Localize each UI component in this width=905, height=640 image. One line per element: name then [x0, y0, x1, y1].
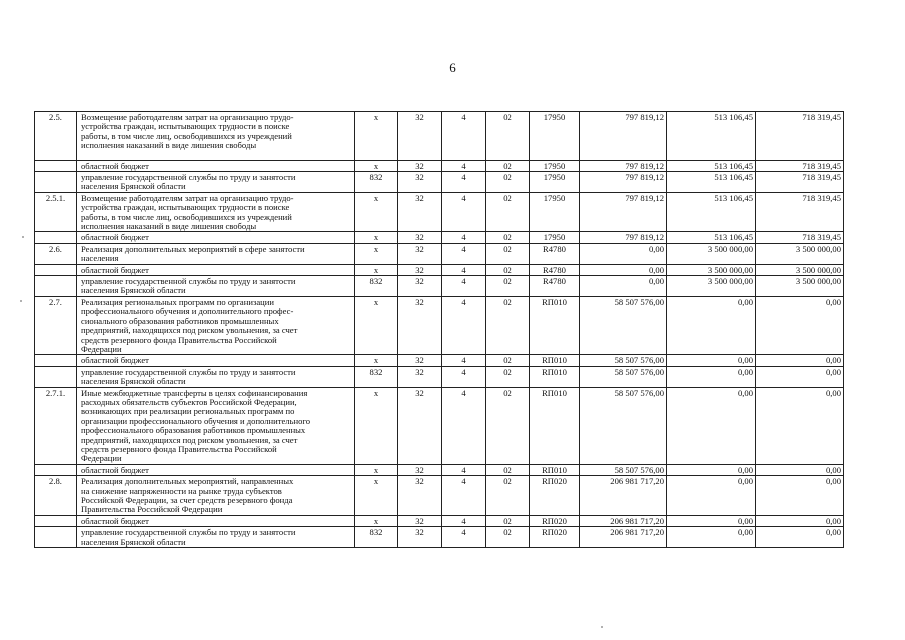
code-subprogram: 4: [442, 160, 486, 171]
code-subprogram: 4: [442, 387, 486, 464]
code-subprogram: 4: [442, 232, 486, 243]
code-direction: 17950: [530, 172, 580, 193]
code-event: 02: [486, 515, 530, 526]
row-number: 2.5.: [35, 112, 77, 161]
row-number: [35, 355, 77, 366]
code-program: 32: [398, 232, 442, 243]
row-number: [35, 264, 77, 275]
table-row: [35, 476, 844, 516]
amount-year-2: 0,00: [667, 387, 756, 464]
code-program: 32: [398, 527, 442, 548]
code-program: 32: [398, 464, 442, 475]
row-name: Реализация дополнительных мероприятий в сфере занятости населения: [77, 243, 355, 264]
amount-year-3: 718 319,45: [756, 232, 844, 243]
code-ministry: x: [355, 296, 398, 354]
code-subprogram: 4: [442, 192, 486, 232]
code-program: 32: [398, 476, 442, 516]
amount-year-2: 513 106,45: [667, 112, 756, 161]
row-name: областной бюджет: [77, 464, 355, 475]
table-row: [35, 355, 844, 366]
amount-year-2: 513 106,45: [667, 160, 756, 171]
code-ministry: x: [355, 387, 398, 464]
budget-table: [34, 111, 844, 548]
amount-year-3: 0,00: [756, 366, 844, 387]
code-direction: RП010: [530, 355, 580, 366]
code-direction: RП020: [530, 515, 580, 526]
code-direction: RП010: [530, 296, 580, 354]
amount-year-2: 0,00: [667, 515, 756, 526]
row-name: управление государственной службы по труду и занятости населения Брянской области: [77, 527, 355, 548]
amount-year-1: 58 507 576,00: [580, 366, 667, 387]
code-event: 02: [486, 243, 530, 264]
code-program: 32: [398, 160, 442, 171]
row-number: [35, 160, 77, 171]
amount-year-3: 0,00: [756, 515, 844, 526]
code-program: 32: [398, 387, 442, 464]
code-subprogram: 4: [442, 243, 486, 264]
code-direction: 17950: [530, 192, 580, 232]
row-number: 2.7.1.: [35, 387, 77, 464]
code-subprogram: 4: [442, 527, 486, 548]
amount-year-1: 58 507 576,00: [580, 296, 667, 354]
amount-year-1: 0,00: [580, 243, 667, 264]
amount-year-2: 0,00: [667, 464, 756, 475]
amount-year-1: 58 507 576,00: [580, 387, 667, 464]
code-event: 02: [486, 366, 530, 387]
table-row: [35, 276, 844, 297]
code-program: 32: [398, 243, 442, 264]
code-event: 02: [486, 355, 530, 366]
code-ministry: x: [355, 264, 398, 275]
amount-year-3: 3 500 000,00: [756, 243, 844, 264]
code-event: 02: [486, 232, 530, 243]
table-row: [35, 515, 844, 526]
amount-year-3: 718 319,45: [756, 192, 844, 232]
amount-year-1: 206 981 717,20: [580, 515, 667, 526]
amount-year-2: 3 500 000,00: [667, 276, 756, 297]
row-number: 2.8.: [35, 476, 77, 516]
amount-year-1: 797 819,12: [580, 112, 667, 161]
amount-year-2: 3 500 000,00: [667, 243, 756, 264]
code-program: 32: [398, 515, 442, 526]
code-ministry: x: [355, 192, 398, 232]
table-row: [35, 172, 844, 193]
table-row: [35, 264, 844, 275]
code-program: 32: [398, 112, 442, 161]
amount-year-1: 206 981 717,20: [580, 476, 667, 516]
amount-year-2: 0,00: [667, 476, 756, 516]
table-row: [35, 160, 844, 171]
row-name: управление государственной службы по труду и занятости населения Брянской области: [77, 276, 355, 297]
code-ministry: x: [355, 464, 398, 475]
code-direction: RП010: [530, 464, 580, 475]
code-subprogram: 4: [442, 476, 486, 516]
code-program: 32: [398, 296, 442, 354]
row-name: областной бюджет: [77, 232, 355, 243]
code-event: 02: [486, 476, 530, 516]
code-event: 02: [486, 296, 530, 354]
table-row: [35, 232, 844, 243]
amount-year-2: 0,00: [667, 355, 756, 366]
code-subprogram: 4: [442, 355, 486, 366]
budget-table-body: [35, 112, 844, 548]
code-subprogram: 4: [442, 366, 486, 387]
table-row: [35, 243, 844, 264]
row-name: Возмещение работодателям затрат на организацию трудо- устройства граждан, испытывающих трудности в поиске работы, в том числе лиц, освободившихся из учреждений исполнения наказаний в виде лишения свободы: [77, 112, 355, 161]
code-subprogram: 4: [442, 464, 486, 475]
code-direction: 17950: [530, 112, 580, 161]
code-subprogram: 4: [442, 172, 486, 193]
code-ministry: x: [355, 112, 398, 161]
code-direction: R4780: [530, 243, 580, 264]
code-program: 32: [398, 172, 442, 193]
table-row: [35, 464, 844, 475]
code-program: 32: [398, 264, 442, 275]
code-ministry: x: [355, 243, 398, 264]
table-row: [35, 527, 844, 548]
row-number: [35, 172, 77, 193]
amount-year-3: 0,00: [756, 464, 844, 475]
code-program: 32: [398, 355, 442, 366]
amount-year-2: 0,00: [667, 296, 756, 354]
amount-year-1: 0,00: [580, 276, 667, 297]
table-row: [35, 112, 844, 161]
amount-year-1: 797 819,12: [580, 192, 667, 232]
row-number: 2.6.: [35, 243, 77, 264]
row-number: 2.7.: [35, 296, 77, 354]
row-number: [35, 366, 77, 387]
amount-year-1: 58 507 576,00: [580, 355, 667, 366]
amount-year-3: 718 319,45: [756, 172, 844, 193]
code-ministry: 832: [355, 276, 398, 297]
amount-year-3: 718 319,45: [756, 112, 844, 161]
code-event: 02: [486, 264, 530, 275]
code-subprogram: 4: [442, 112, 486, 161]
amount-year-1: 797 819,12: [580, 172, 667, 193]
amount-year-1: 0,00: [580, 264, 667, 275]
amount-year-3: 0,00: [756, 296, 844, 354]
amount-year-3: 3 500 000,00: [756, 276, 844, 297]
code-ministry: x: [355, 476, 398, 516]
amount-year-3: 0,00: [756, 355, 844, 366]
code-ministry: 832: [355, 172, 398, 193]
code-ministry: x: [355, 355, 398, 366]
code-direction: RП020: [530, 476, 580, 516]
amount-year-2: 513 106,45: [667, 192, 756, 232]
code-direction: R4780: [530, 276, 580, 297]
amount-year-3: 3 500 000,00: [756, 264, 844, 275]
page-number: 6: [449, 60, 456, 75]
row-number: [35, 515, 77, 526]
amount-year-2: 0,00: [667, 366, 756, 387]
scan-speck: [601, 626, 603, 628]
amount-year-2: 0,00: [667, 527, 756, 548]
row-number: [35, 464, 77, 475]
scan-speck: [20, 300, 22, 302]
row-name: областной бюджет: [77, 515, 355, 526]
row-number: 2.5.1.: [35, 192, 77, 232]
code-event: 02: [486, 527, 530, 548]
code-ministry: 832: [355, 366, 398, 387]
table-row: [35, 387, 844, 464]
code-event: 02: [486, 464, 530, 475]
row-name: областной бюджет: [77, 264, 355, 275]
code-ministry: x: [355, 160, 398, 171]
row-name: Реализация дополнительных мероприятий, направленных на снижение напряженности на рынке труда субъектов Российской Федерации, за счет средств резервного фонда Правительства Российской Федерации: [77, 476, 355, 516]
code-ministry: x: [355, 515, 398, 526]
amount-year-3: 718 319,45: [756, 160, 844, 171]
row-name: областной бюджет: [77, 355, 355, 366]
code-direction: RП010: [530, 387, 580, 464]
amount-year-2: 513 106,45: [667, 232, 756, 243]
code-direction: 17950: [530, 160, 580, 171]
code-subprogram: 4: [442, 515, 486, 526]
amount-year-1: 797 819,12: [580, 160, 667, 171]
row-number: [35, 527, 77, 548]
code-direction: RП020: [530, 527, 580, 548]
row-name: Реализация региональных программ по организации профессионального обучения и дополнительного профес- сионального образования работников промышленных предприятий, находящихся под риском увольнения, за счет средств резервного фонда Правительства Российской Федерации: [77, 296, 355, 354]
amount-year-2: 3 500 000,00: [667, 264, 756, 275]
code-subprogram: 4: [442, 276, 486, 297]
row-name: управление государственной службы по труду и занятости населения Брянской области: [77, 366, 355, 387]
code-event: 02: [486, 160, 530, 171]
amount-year-1: 206 981 717,20: [580, 527, 667, 548]
row-name: Иные межбюджетные трансферты в целях софинансирования расходных обязательств субъектов Российской Федерации, возникающих при реализации региональных программ по организации профессионального обучения и дополнительного профессионального образования работников промышленных предприятий, находящихся под риском увольнения, за счет средств резервного фонда Правительства Российской Федерации: [77, 387, 355, 464]
code-ministry: x: [355, 232, 398, 243]
code-event: 02: [486, 276, 530, 297]
row-number: [35, 276, 77, 297]
amount-year-1: 797 819,12: [580, 232, 667, 243]
code-direction: 17950: [530, 232, 580, 243]
code-event: 02: [486, 172, 530, 193]
table-row: [35, 296, 844, 354]
code-event: 02: [486, 112, 530, 161]
code-program: 32: [398, 276, 442, 297]
code-direction: R4780: [530, 264, 580, 275]
code-subprogram: 4: [442, 264, 486, 275]
code-direction: RП010: [530, 366, 580, 387]
code-ministry: 832: [355, 527, 398, 548]
amount-year-3: 0,00: [756, 476, 844, 516]
code-subprogram: 4: [442, 296, 486, 354]
amount-year-3: 0,00: [756, 527, 844, 548]
code-program: 32: [398, 366, 442, 387]
code-event: 02: [486, 387, 530, 464]
row-number: [35, 232, 77, 243]
amount-year-3: 0,00: [756, 387, 844, 464]
scan-speck: [22, 236, 24, 238]
code-program: 32: [398, 192, 442, 232]
table-row: [35, 192, 844, 232]
code-event: 02: [486, 192, 530, 232]
amount-year-2: 513 106,45: [667, 172, 756, 193]
row-name: областной бюджет: [77, 160, 355, 171]
row-name: Возмещение работодателям затрат на организацию трудо- устройства граждан, испытывающих трудности в поиске работы, в том числе лиц, освободившихся из учреждений исполнения наказаний в виде лишения свободы: [77, 192, 355, 232]
amount-year-1: 58 507 576,00: [580, 464, 667, 475]
table-row: [35, 366, 844, 387]
row-name: управление государственной службы по труду и занятости населения Брянской области: [77, 172, 355, 193]
